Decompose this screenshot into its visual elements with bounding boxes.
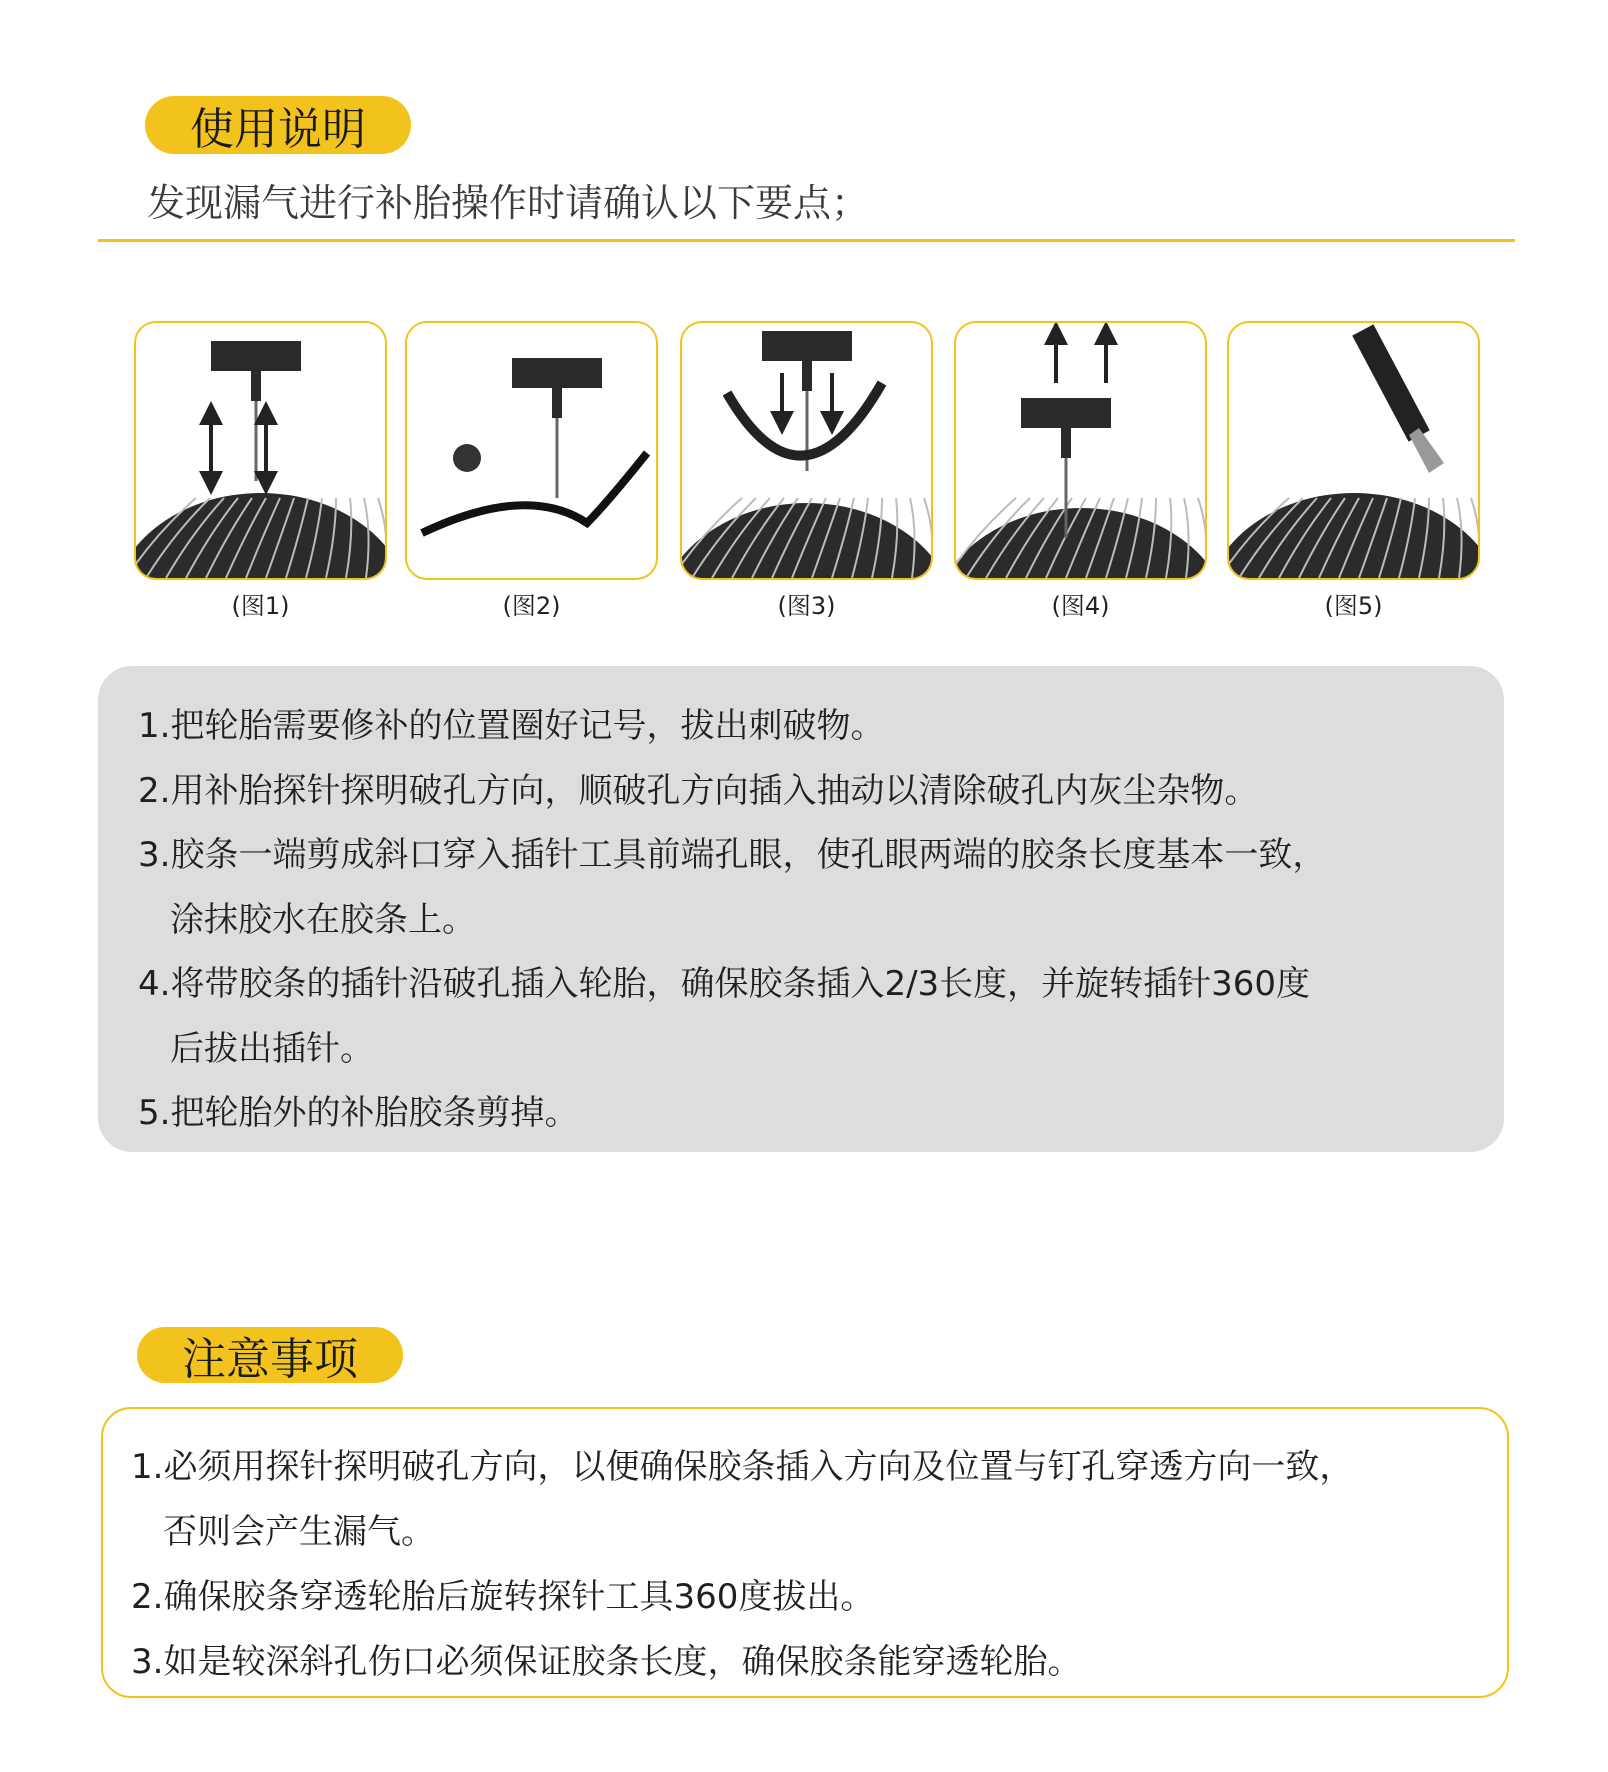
figure-2	[405, 321, 658, 580]
figure-3	[680, 321, 933, 580]
step-item: 4.将带胶条的插针沿破孔插入轮胎，确保胶条插入2/3长度，并旋转插针360度	[138, 964, 1311, 1004]
note-item-cont: 否则会产生漏气。	[163, 1512, 435, 1552]
figure-illustration	[682, 323, 931, 578]
notes-title-badge	[137, 1327, 403, 1383]
step-item: 2.用补胎探针探明破孔方向，顺破孔方向插入抽动以清除破孔内灰尘杂物。	[138, 771, 1259, 811]
figure-illustration	[1229, 323, 1478, 578]
usage-title-badge	[145, 96, 411, 154]
usage-subtitle: 发现漏气进行补胎操作时请确认以下要点；	[147, 181, 870, 225]
note-item: 2.确保胶条穿透轮胎后旋转探针工具360度拔出。	[131, 1577, 875, 1617]
step-item: 5.把轮胎外的补胎胶条剪掉。	[138, 1093, 579, 1133]
figure-caption: (图4)	[1051, 592, 1110, 620]
tire-icon	[956, 498, 1205, 578]
step-item-cont: 后拔出插针。	[170, 1029, 374, 1069]
notes-panel	[101, 1407, 1509, 1698]
tire-icon	[136, 493, 385, 578]
figure-caption: (图2)	[502, 592, 561, 620]
tire-icon	[682, 498, 931, 578]
step-item-cont: 涂抹胶水在胶条上。	[170, 900, 476, 940]
figure-illustration	[407, 323, 656, 578]
figure-5	[1227, 321, 1480, 580]
figure-caption: (图3)	[777, 592, 836, 620]
note-item: 1.必须用探针探明破孔方向，以便确保胶条插入方向及位置与钉孔穿透方向一致，	[131, 1447, 1354, 1487]
step-item: 3.胶条一端剪成斜口穿入插针工具前端孔眼，使孔眼两端的胶条长度基本一致，	[138, 835, 1327, 875]
step-item: 1.把轮胎需要修补的位置圈好记号，拔出刺破物。	[138, 706, 885, 746]
note-item: 3.如是较深斜孔伤口必须保证胶条长度，确保胶条能穿透轮胎。	[131, 1642, 1082, 1682]
figure-illustration	[956, 323, 1205, 578]
tire-icon	[1229, 493, 1478, 578]
notes-title: 注意事项	[182, 1334, 358, 1385]
t-handle-tool-icon	[211, 341, 301, 481]
figure-1	[134, 321, 387, 580]
figure-4	[954, 321, 1207, 580]
figure-caption: (图1)	[231, 592, 290, 620]
steps-panel	[98, 666, 1504, 1152]
figure-caption: (图5)	[1324, 592, 1383, 620]
usage-title: 使用说明	[190, 104, 366, 155]
divider	[98, 239, 1515, 242]
t-handle-tool-icon	[512, 358, 602, 498]
figure-illustration	[136, 323, 385, 578]
